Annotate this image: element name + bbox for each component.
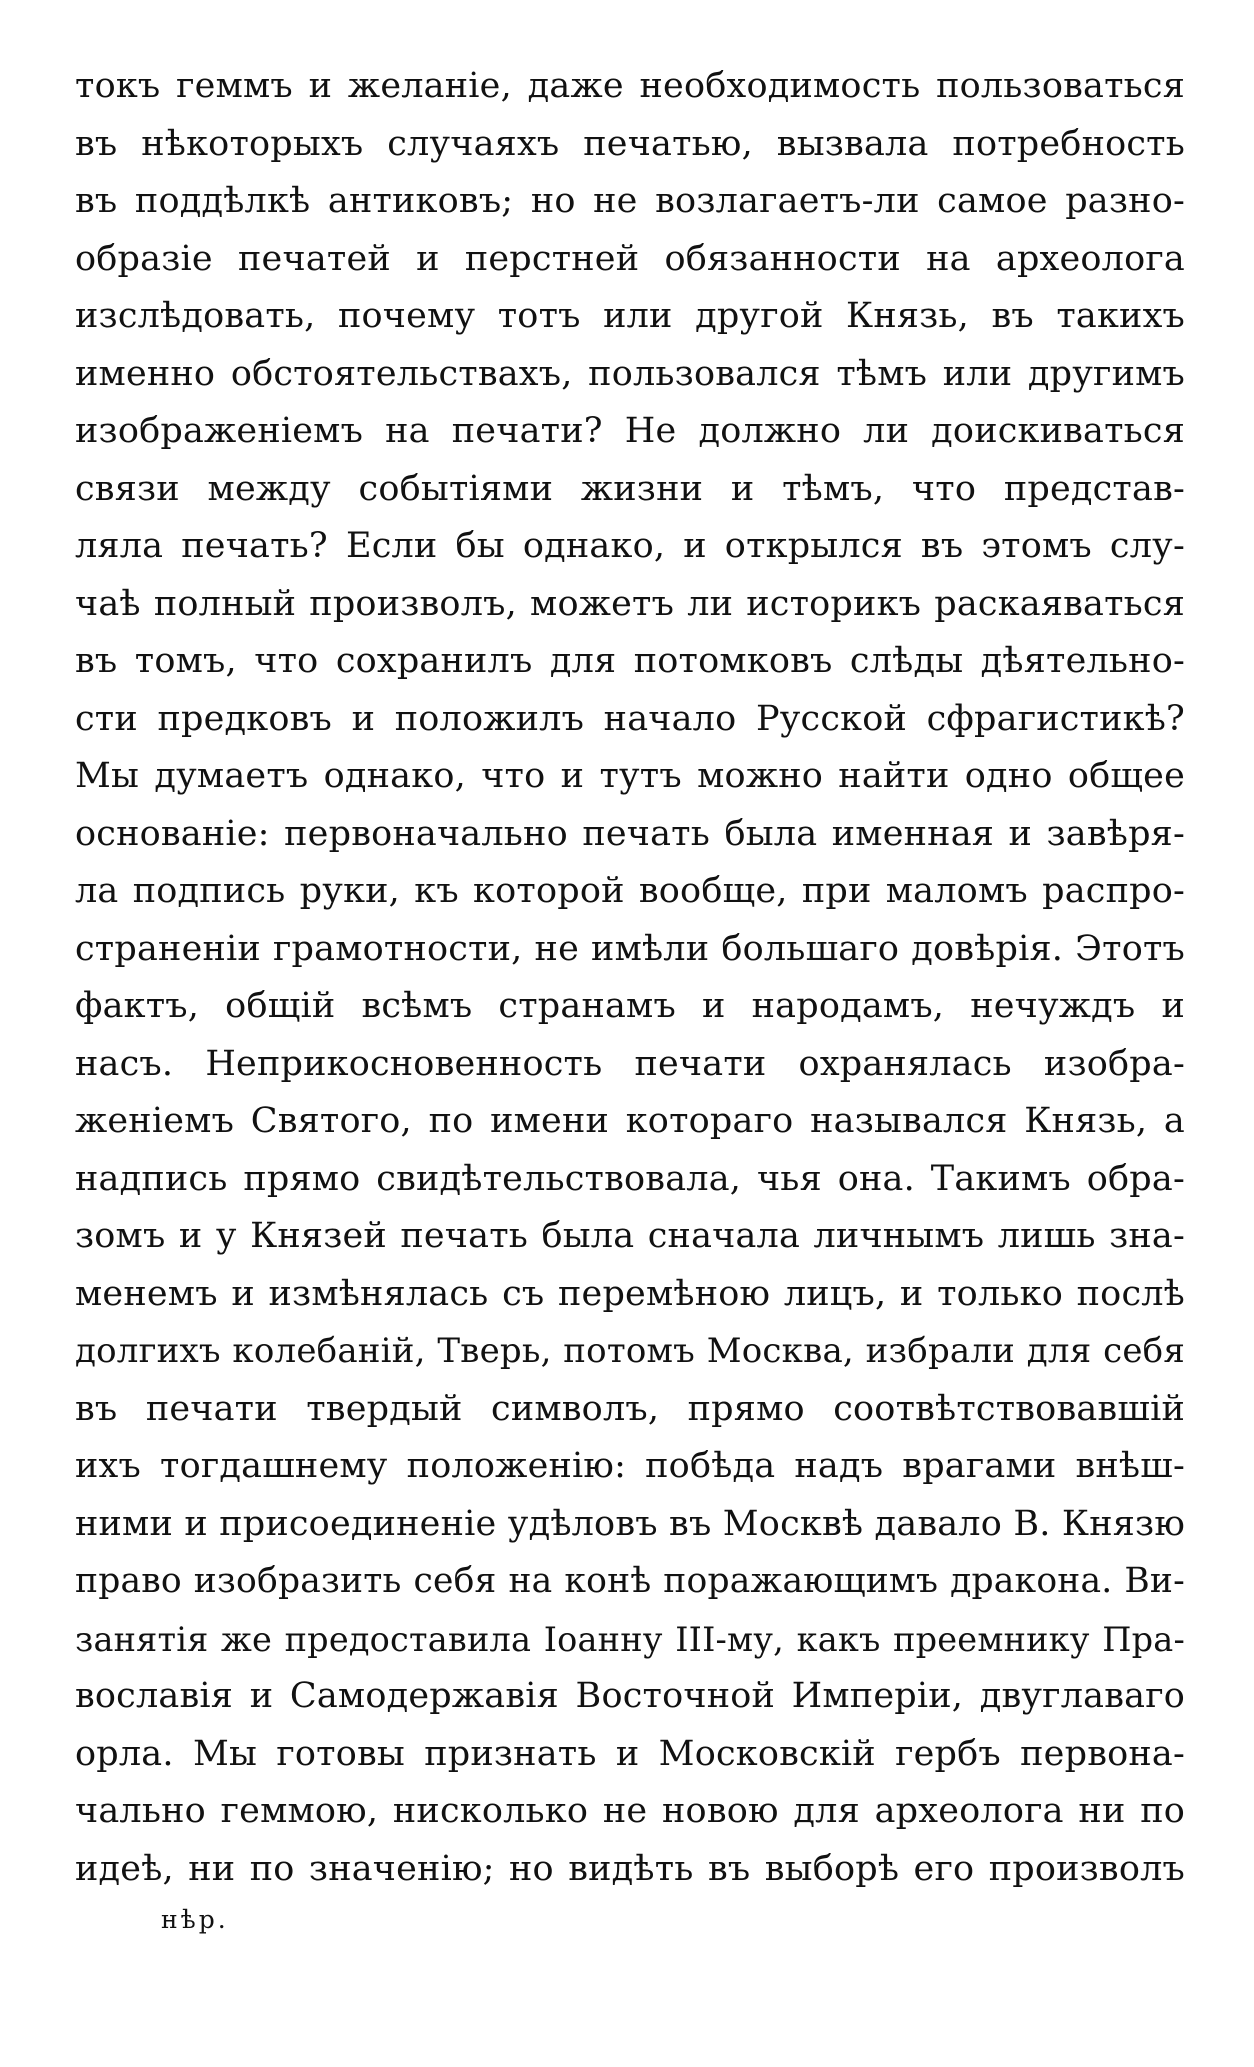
- text-line: Мы думаетъ однако, что и тутъ можно найти одно общее: [75, 756, 1185, 796]
- text-line: орла. Мы готовы признать и Московскій гербъ первона-: [75, 1733, 1185, 1774]
- text-line: въ томъ, что сохранилъ для потомковъ слѣды дѣятельно-: [75, 641, 1185, 681]
- text-line: основаніе: первоначально печать была именная и завѣря-: [75, 813, 1185, 854]
- text-line: въ поддѣлкѣ антиковъ; но не возлагаетъ-ли самое разно-: [75, 181, 1185, 221]
- text-line: токъ геммъ и желаніе, даже необходимость пользоваться: [75, 66, 1185, 106]
- text-line: надпись прямо свидѣтельствовала, чья она. Такимъ обра-: [75, 1158, 1185, 1199]
- text-line: связи между событіями жизни и тѣмъ, что представ-: [75, 468, 1185, 509]
- text-line: ними и присоединеніе удѣловъ въ Москвѣ давало В. Князю: [75, 1503, 1185, 1544]
- text-line: вославія и Самодержавія Восточной Имперіи, двуглаваго: [75, 1676, 1185, 1716]
- text-line: зомъ и у Князей печать была сначала личнымъ лишь зна-: [75, 1216, 1185, 1256]
- text-line: ихъ тогдашнему положенію: побѣда надъ врагами внѣш-: [75, 1446, 1185, 1486]
- text-line: ляла печать? Если бы однако, и открылся въ этомъ слу-: [75, 526, 1185, 566]
- text-line: женіемъ Святого, по имени котораго назывался Князь, а: [75, 1101, 1185, 1141]
- text-line: чально геммою, нисколько не новою для археолога ни по: [75, 1791, 1185, 1831]
- document-page: [75, 58, 1185, 1940]
- text-line: долгихъ колебаній, Тверь, потомъ Москва, избрали для себя: [75, 1331, 1185, 1371]
- text-line: страненіи грамотности, не имѣли большаго довѣрія. Этотъ: [75, 928, 1185, 969]
- text-line: право изобразить себя на конѣ поражающимъ дракона. Ви-: [75, 1561, 1185, 1601]
- text-line: занятія же предоставила Іоанну III-му, какъ преемнику Пра-: [75, 1619, 1185, 1659]
- text-line: изслѣдовать, почему тотъ или другой Князь, въ такихъ: [75, 296, 1185, 336]
- text-line: образіе печатей и перстней обязанности на археолога: [75, 238, 1185, 279]
- text-line: именно обстоятельствахъ, пользовался тѣмъ или другимъ: [75, 353, 1185, 394]
- text-line: чаѣ полный произволъ, можетъ ли историкъ раскаяваться: [75, 583, 1185, 624]
- text-line: сти предковъ и положилъ начало Русской сфрагистикѣ?: [75, 698, 1185, 739]
- text-line: идеѣ, ни по значенію; но видѣть въ выборѣ его произволъ: [75, 1848, 1185, 1889]
- text-line: фактъ, общій всѣмъ странамъ и народамъ, нечуждъ и: [75, 986, 1185, 1026]
- text-line: изображеніемъ на печати? Не должно ли доискиваться: [75, 411, 1185, 451]
- text-line: въ печати твердый символъ, прямо соотвѣтствовавшій: [75, 1388, 1185, 1429]
- text-line: въ нѣкоторыхъ случаяхъ печатью, вызвала потребность: [75, 123, 1185, 164]
- text-line: насъ. Неприкосновенность печати охранялась изобра-: [75, 1043, 1185, 1084]
- text-line: ла подпись руки, къ которой вообще, при маломъ распро-: [75, 871, 1185, 911]
- catchword: нѣр.: [161, 1905, 229, 1934]
- text-line: менемъ и измѣнялась съ перемѣною лицъ, и только послѣ: [75, 1273, 1185, 1314]
